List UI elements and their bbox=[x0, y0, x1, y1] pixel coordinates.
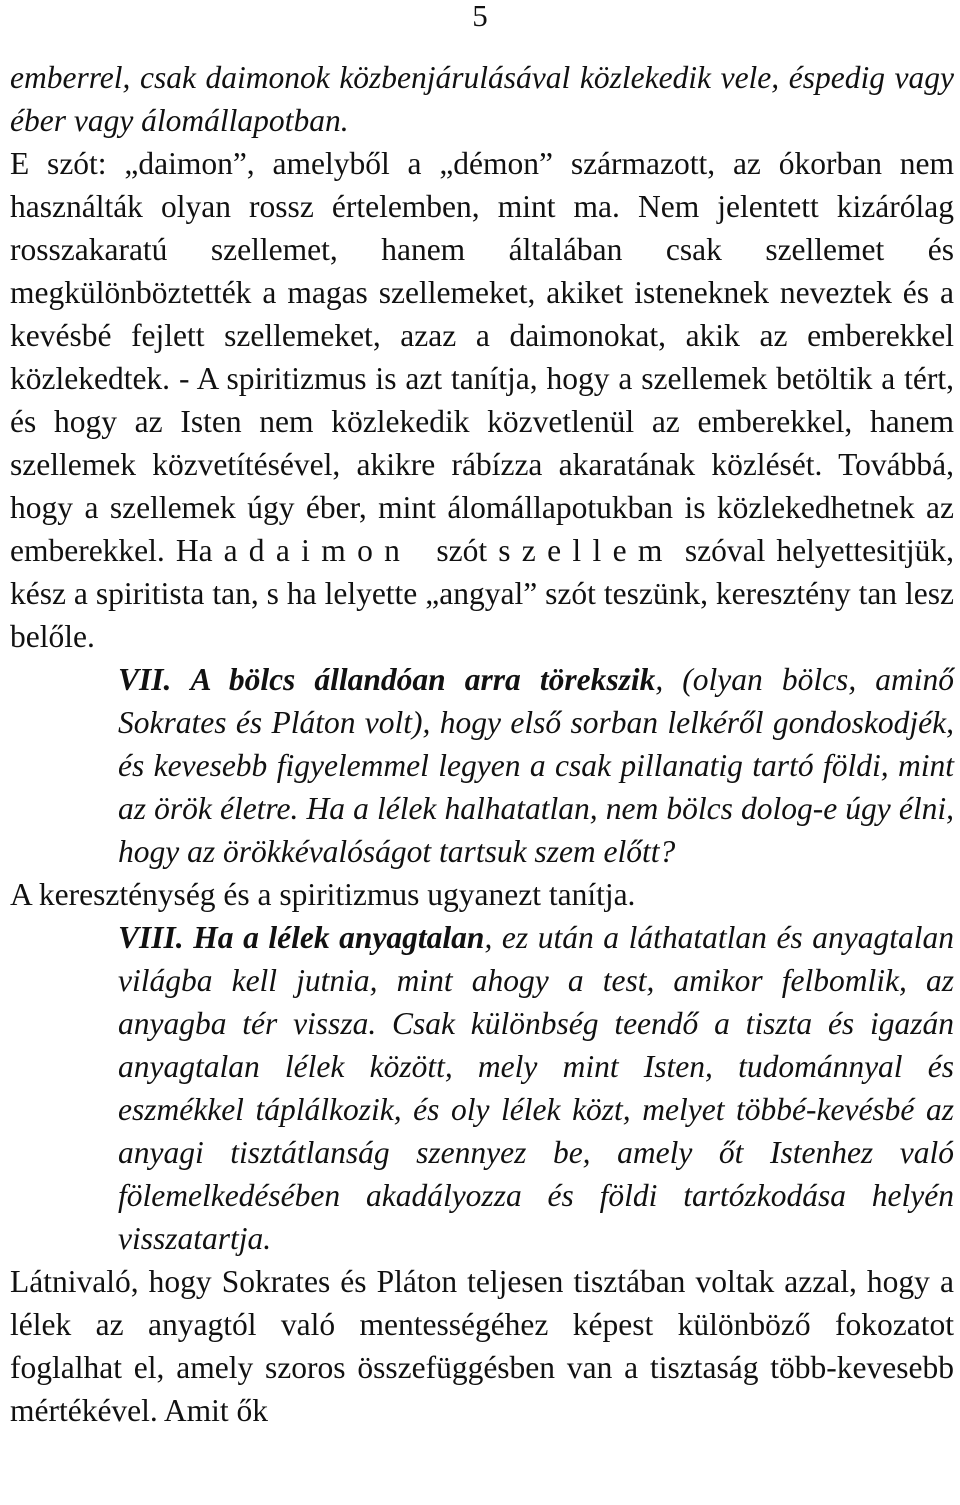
bold-lead: A bölcs állandóan arra törekszik bbox=[190, 662, 656, 697]
paragraph-text: A kereszténység és a spiritizmus ugyanezt tanítja. bbox=[10, 877, 636, 912]
spaced-word-szellem: szellem bbox=[498, 533, 674, 568]
paragraph-text: szóval helyettesitjük, kész a spiritista tan, s ha lelyette „angyal” szót teszünk, keresztény tan lesz belőle. bbox=[10, 533, 954, 654]
paragraph-viii bbox=[10, 916, 954, 1260]
paragraph-text: emberrel, csak daimonok közbenjárulásával közlekedik vele, éspedig vagy éber vagy álomállapotban. bbox=[10, 60, 954, 138]
paragraph-daimon bbox=[10, 142, 954, 658]
page-number: 5 bbox=[472, 0, 488, 33]
paragraph-text: E szót: „daimon”, amelyből a „démon” származott, az ókorban nem használták olyan rossz értelemben, mint ma. Nem jelentett kizárólag rosszakaratú szellemet, hanem általában csak szellemet és megkülönböztették a magas szellemeket, akiket isteneknek neveztek és a kevésbé fejlett szellemeket, azaz a daimonokat, akik az emberekkel közlekedtek. - A spiritizmus is azt tanítja, hogy a szellemek betöltik a tért, és hogy az Isten nem közlekedik közvetlenül az emberekkel, hanem szellemek közvetítésével, akikre rábízza akaratának közlését. Továbbá, hogy a szellemek úgy éber, mint álomállapotukban is közlekedhetnek az emberekkel. Ha a bbox=[10, 146, 954, 568]
paragraph-vii bbox=[10, 658, 954, 873]
paragraph-text: szót bbox=[436, 533, 488, 568]
page-body bbox=[10, 56, 954, 1432]
bold-lead: Ha a lélek anyagtalan bbox=[193, 920, 485, 955]
section-number: VIII. bbox=[118, 920, 184, 955]
spaced-word-daimon: daimon bbox=[248, 533, 412, 568]
paragraph-text: Látnivaló, hogy Sokrates és Pláton teljesen tisztában voltak azzal, hogy a lélek az anyagtól való mentességéhez képest különböző fokozatot foglalhat el, amely szoros összefüggésben van a tisztaság több-kevesebb mértékével. Amit ők bbox=[10, 1264, 954, 1428]
paragraph-note bbox=[10, 873, 954, 916]
paragraph-conclusion bbox=[10, 1260, 954, 1432]
section-number: VII. bbox=[118, 662, 172, 697]
paragraph-text: , (olyan bölcs, aminő Sokrates és Pláton volt), hogy első sorban lelkéről gondoskodjék, és kevesebb figyelemmel legyen a csak pillanatig tartó földi, mint az örök életre. Ha a lélek halhatatlan, nem bölcs dolog-e úgy élni, hogy az örökkévalóságot tartsuk szem előtt? bbox=[118, 662, 955, 869]
paragraph-continuation bbox=[10, 56, 954, 142]
paragraph-text: , ez után a láthatatlan és anyagtalan világba kell jutnia, mint ahogy a test, amikor felbomlik, az anyagba tér vissza. Csak különbség teendő a tiszta és igazán anyagtalan lélek között, mely mint Isten, tudománnyal és eszmékkel táplálkozik, és oly lélek közt, melyet többé-kevésbé az anyagi tisztátlanság szennyez be, amely őt Istenhez való fölemelkedésében akadályozza és földi tartózkodása helyén visszatartja. bbox=[118, 920, 954, 1256]
